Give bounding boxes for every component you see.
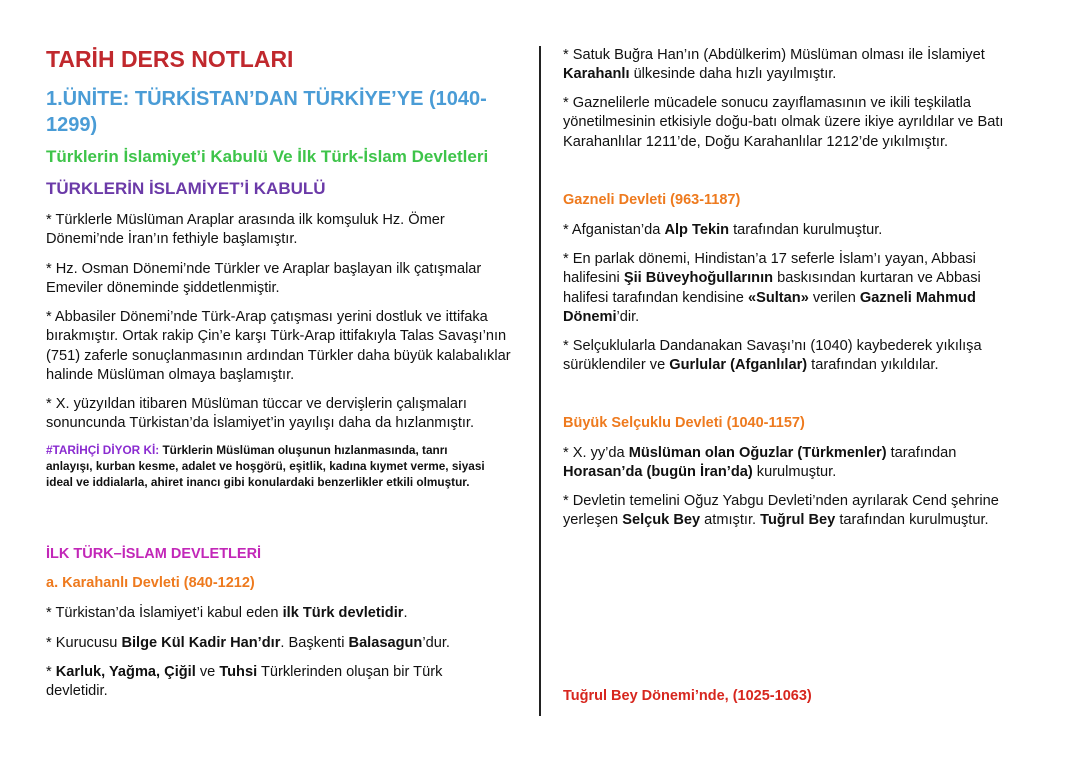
note-label: #TARİHÇİ DİYOR Kİ: xyxy=(46,443,160,457)
gazneli-heading: Gazneli Devleti (963-1187) xyxy=(563,192,741,208)
paragraph: * X. yüzyıldan itibaren Müslüman tüccar ve dervişlerin çalışmaları sonuncunda Türkistan’da İslamiyet’in yayılışı daha da hızlanmıştır. xyxy=(46,396,475,432)
paragraph: * Selçuklularla Dandanakan Savaşı’nı (1040) kaybederek yıkılışa sürüklendiler ve Gurlular (Afganlılar) tarafından yıkıldılar. xyxy=(563,338,982,374)
paragraph: * X. yy’da Müslüman olan Oğuzlar (Türkmenler) tarafından Horasan’da (bugün İran’da) kurulmuştur. xyxy=(563,445,957,481)
page-title: TARİH DERS NOTLARI xyxy=(46,46,294,72)
unit-title: 1.ÜNİTE: TÜRKİSTAN’DAN TÜRKİYE’YE (1040-1299) xyxy=(46,88,487,136)
section-heading-islam: TÜRKLERİN İSLAMİYET’İ KABULÜ xyxy=(46,179,326,198)
paragraph: * En parlak dönemi, Hindistan’a 17 seferle İslam’ı yayan, Abbasi halifesini Şii Büveyhoğullarının baskısından kurtaran ve Abbasi halifesi tarafından kendisine «Sultan» verilen Gazneli Mahmud Dönemi’dir. xyxy=(563,251,981,326)
tugrul-heading: Tuğrul Bey Dönemi’nde, (1025-1063) xyxy=(563,688,812,704)
paragraph: * Türkistan’da İslamiyet’i kabul eden ilk Türk devletidir. xyxy=(46,605,408,621)
paragraph: * Kurucusu Bilge Kül Kadir Han’dır. Başkenti Balasagun’dur. xyxy=(46,635,450,651)
paragraph: * Gaznelilerle mücadele sonucu zayıflamasının ve ikili teşkilatla yönetilmesinin etkisiyle doğu-batı olmak üzere ikiye ayrıldılar ve Batı Karahanlılar 1211’de, Doğu Karahanlılar 1212’de yıkılmıştır. xyxy=(563,95,1004,150)
historian-note xyxy=(46,442,491,491)
paragraph: * Satuk Buğra Han’ın (Abdülkerim) Müslüman olması ile İslamiyet Karahanlı ülkesinde daha hızlı yayılmıştır. xyxy=(563,47,985,83)
note-text: Türklerin Müslüman oluşunun hızlanmasında, tanrı anlayışı, kurban kesme, adalet ve hoşgörü, eşitlik, kadına kıymet verme, siyasi ideal ve iddialarla, ahiret inancı gibi konulardaki benzerlikler etkili olmuştur. xyxy=(46,443,485,490)
paragraph: * Türklerle Müslüman Araplar arasında ilk komşuluk Hz. Ömer Dönemi’nde İran’ın fethiyle başlamıştır. xyxy=(46,212,445,248)
paragraph: * Hz. Osman Dönemi’nde Türkler ve Araplar başlayan ilk çatışmalar Emeviler döneminde şiddetlenmiştir. xyxy=(46,261,482,297)
subtitle: Türklerin İslamiyet’i Kabulü Ve İlk Türk-İslam Devletleri xyxy=(46,147,489,166)
paragraph: * Afganistan’da Alp Tekin tarafından kurulmuştur. xyxy=(563,222,883,238)
section-heading-states: İLK TÜRK–İSLAM DEVLETLERİ xyxy=(46,546,262,562)
paragraph: * Abbasiler Dönemi’nde Türk-Arap çatışması yerini dostluk ve ittifaka bırakmıştır. Ortak rakip Çin’e karşı Türk-Arap ittifakıyla Talas Savaşı’nın (751) zaferle sonuçlanmasının ardından Türkler daha büyük kalabalıklar halinde Müslüman olmaya başlamıştır. xyxy=(46,309,511,384)
paragraph: * Devletin temelini Oğuz Yabgu Devleti’nden ayrılarak Cend şehrine yerleşen Selçuk Bey atmıştır. Tuğrul Bey tarafından kurulmuştur. xyxy=(563,493,999,529)
column-divider xyxy=(539,46,541,716)
karahanli-heading: a. Karahanlı Devleti (840-1212) xyxy=(46,575,255,591)
selcuklu-heading: Büyük Selçuklu Devleti (1040-1157) xyxy=(563,415,805,431)
paragraph: * Karluk, Yağma, Çiğil ve Tuhsi Türklerinden oluşan bir Türk devletidir. xyxy=(46,664,443,700)
